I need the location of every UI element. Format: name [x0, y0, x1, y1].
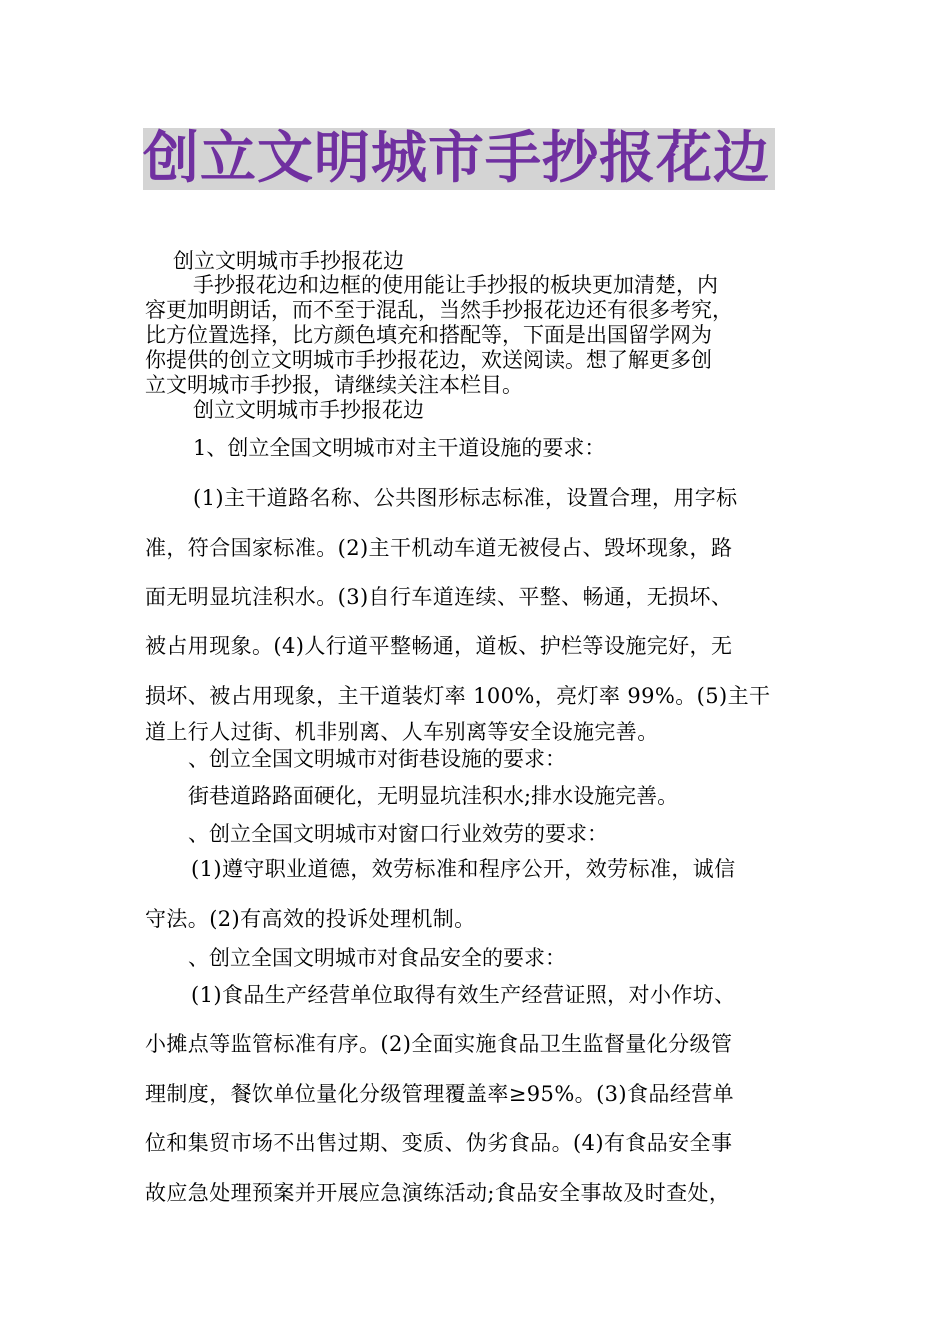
text-line: (1)主干道路名称、公共图形标志标准，设置合理，用字标 — [193, 486, 738, 510]
text-line: 创立文明城市手抄报花边 — [193, 398, 424, 422]
text-line: 损坏、被占用现象，主干道装灯率 100%，亮灯率 99%。(5)主干 — [145, 684, 771, 708]
text-line: 你提供的创立文明城市手抄报花边，欢送阅读。想了解更多创 — [145, 348, 712, 372]
text-line: 被占用现象。(4)人行道平整畅通，道板、护栏等设施完好，无 — [145, 634, 733, 658]
text-line: 1、创立全国文明城市对主干道设施的要求： — [193, 436, 606, 460]
page-title: 创立文明城市手抄报花边 — [143, 126, 770, 191]
text-line: 容更加明朗话，而不至于混乱，当然手抄报花边还有很多考究， — [145, 298, 733, 322]
text-line: 街巷道路路面硬化，无明显坑洼积水;排水设施完善。 — [188, 784, 679, 808]
text-line: 立文明城市手抄报，请继续关注本栏目。 — [145, 373, 523, 397]
text-line: 、创立全国文明城市对街巷设施的要求： — [188, 747, 566, 771]
text-line: 理制度，餐饮单位量化分级管理覆盖率≥95%。(3)食品经营单 — [145, 1082, 735, 1106]
text-line: 比方位置选择，比方颜色填充和搭配等，下面是出国留学网为 — [145, 323, 712, 347]
text-line: 小摊点等监管标准有序。(2)全面实施食品卫生监督量化分级管 — [145, 1032, 733, 1056]
text-line: 守法。(2)有高效的投诉处理机制。 — [145, 907, 476, 931]
text-line: 准，符合国家标准。(2)主干机动车道无被侵占、毁坏现象，路 — [145, 536, 733, 560]
text-line: 故应急处理预案并开展应急演练活动;食品安全事故及时查处， — [145, 1181, 731, 1205]
text-line: 、创立全国文明城市对食品安全的要求： — [188, 946, 566, 970]
text-line: 面无明显坑洼积水。(3)自行车道连续、平整、畅通，无损坏、 — [145, 585, 733, 609]
text-line: 位和集贸市场不出售过期、变质、伪劣食品。(4)有食品安全事 — [145, 1131, 733, 1155]
text-line: 、创立全国文明城市对窗口行业效劳的要求： — [188, 822, 608, 846]
text-line: 道上行人过街、机非别离、人车别离等安全设施完善。 — [145, 720, 659, 744]
text-line: (1)食品生产经营单位取得有效生产经营证照，对小作坊、 — [191, 983, 736, 1007]
text-line: 创立文明城市手抄报花边 — [173, 249, 404, 273]
text-line: (1)遵守职业道德，效劳标准和程序公开，效劳标准，诚信 — [191, 857, 736, 881]
text-line: 手抄报花边和边框的使用能让手抄报的板块更加清楚，内 — [193, 273, 718, 297]
